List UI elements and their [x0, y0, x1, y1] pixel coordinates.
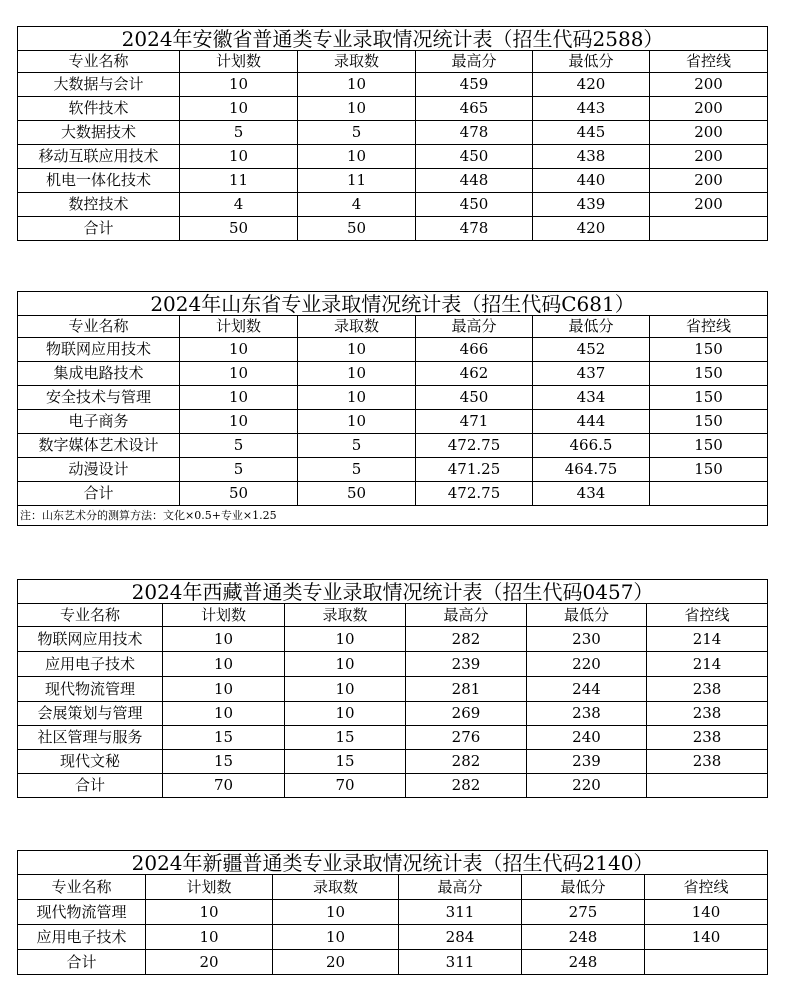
table-note: 注：山东艺术分的测算方法：文化×0.5+专业×1.25	[18, 506, 768, 526]
total-label: 合计	[18, 482, 180, 506]
total-plan: 20	[146, 950, 273, 975]
cell-control-line: 150	[650, 338, 768, 362]
header-major: 专业名称	[18, 604, 163, 627]
cell-plan: 10	[180, 338, 298, 362]
cell-plan: 10	[146, 900, 273, 925]
cell-major: 应用电子技术	[18, 925, 146, 950]
cell-min: 443	[533, 97, 650, 121]
cell-admitted: 10	[273, 925, 399, 950]
table-row	[18, 97, 768, 121]
cell-control-line: 214	[647, 627, 768, 652]
header-admitted: 录取数	[285, 604, 406, 627]
header-min: 最低分	[533, 51, 650, 73]
total-plan: 70	[163, 774, 285, 798]
cell-min: 248	[522, 925, 645, 950]
table-row	[18, 627, 768, 652]
cell-major: 软件技术	[18, 97, 180, 121]
cell-admitted: 10	[298, 97, 416, 121]
cell-min: 420	[533, 73, 650, 97]
cell-plan: 10	[180, 145, 298, 169]
cell-admitted: 10	[285, 627, 406, 652]
cell-control-line: 150	[650, 458, 768, 482]
total-min: 434	[533, 482, 650, 506]
table-row	[18, 677, 768, 702]
cell-min: 444	[533, 410, 650, 434]
cell-max: 276	[406, 726, 527, 750]
table-total-row	[18, 774, 768, 798]
cell-plan: 11	[180, 169, 298, 193]
table-row	[18, 362, 768, 386]
cell-major: 现代物流管理	[18, 900, 146, 925]
cell-plan: 10	[180, 410, 298, 434]
table-row	[18, 338, 768, 362]
header-control-line: 省控线	[650, 316, 768, 338]
header-min: 最低分	[533, 316, 650, 338]
cell-major: 数字媒体艺术设计	[18, 434, 180, 458]
cell-admitted: 15	[285, 726, 406, 750]
admission-table-shandong	[17, 291, 768, 526]
table-title-row	[18, 580, 768, 604]
header-max: 最高分	[416, 316, 533, 338]
cell-control-line: 200	[650, 145, 768, 169]
cell-control-line: 238	[647, 726, 768, 750]
cell-plan: 10	[180, 386, 298, 410]
total-plan: 50	[180, 217, 298, 241]
table-header-row	[18, 875, 768, 900]
table-title: 2024年安徽省普通类专业录取情况统计表（招生代码2588）	[18, 27, 768, 51]
cell-admitted: 5	[298, 458, 416, 482]
total-admitted: 50	[298, 217, 416, 241]
total-plan: 50	[180, 482, 298, 506]
cell-control-line: 140	[645, 925, 768, 950]
cell-max: 465	[416, 97, 533, 121]
cell-control-line: 150	[650, 362, 768, 386]
cell-plan: 10	[163, 652, 285, 677]
cell-min: 466.5	[533, 434, 650, 458]
total-max: 282	[406, 774, 527, 798]
table-row	[18, 750, 768, 774]
cell-min: 240	[527, 726, 647, 750]
cell-plan: 10	[146, 925, 273, 950]
total-control-line	[645, 950, 768, 975]
header-admitted: 录取数	[298, 51, 416, 73]
total-admitted: 20	[273, 950, 399, 975]
cell-plan: 10	[163, 702, 285, 726]
total-min: 248	[522, 950, 645, 975]
cell-major: 会展策划与管理	[18, 702, 163, 726]
cell-min: 452	[533, 338, 650, 362]
cell-admitted: 10	[285, 677, 406, 702]
header-plan: 计划数	[163, 604, 285, 627]
cell-admitted: 10	[298, 145, 416, 169]
cell-control-line: 150	[650, 386, 768, 410]
cell-major: 移动互联应用技术	[18, 145, 180, 169]
cell-admitted: 10	[285, 652, 406, 677]
cell-control-line: 200	[650, 97, 768, 121]
total-max: 478	[416, 217, 533, 241]
header-control-line: 省控线	[645, 875, 768, 900]
table-title-row	[18, 292, 768, 316]
cell-major: 电子商务	[18, 410, 180, 434]
header-max: 最高分	[406, 604, 527, 627]
cell-plan: 15	[163, 726, 285, 750]
cell-admitted: 4	[298, 193, 416, 217]
total-control-line	[650, 217, 768, 241]
cell-major: 大数据技术	[18, 121, 180, 145]
cell-max: 448	[416, 169, 533, 193]
cell-major: 大数据与会计	[18, 73, 180, 97]
cell-max: 282	[406, 750, 527, 774]
cell-admitted: 10	[298, 386, 416, 410]
cell-min: 275	[522, 900, 645, 925]
total-max: 472.75	[416, 482, 533, 506]
cell-min: 230	[527, 627, 647, 652]
cell-admitted: 5	[298, 121, 416, 145]
cell-control-line: 238	[647, 677, 768, 702]
table-row	[18, 386, 768, 410]
table-header-row	[18, 316, 768, 338]
cell-max: 462	[416, 362, 533, 386]
cell-major: 物联网应用技术	[18, 338, 180, 362]
cell-plan: 10	[163, 627, 285, 652]
cell-control-line: 150	[650, 434, 768, 458]
table-title: 2024年西藏普通类专业录取情况统计表（招生代码0457）	[18, 580, 768, 604]
cell-min: 438	[533, 145, 650, 169]
cell-major: 现代文秘	[18, 750, 163, 774]
cell-admitted: 15	[285, 750, 406, 774]
total-label: 合计	[18, 950, 146, 975]
cell-control-line: 238	[647, 750, 768, 774]
table-row	[18, 169, 768, 193]
cell-min: 238	[527, 702, 647, 726]
table-row	[18, 73, 768, 97]
cell-control-line: 200	[650, 121, 768, 145]
cell-max: 450	[416, 193, 533, 217]
cell-plan: 5	[180, 121, 298, 145]
table-title-row	[18, 27, 768, 51]
cell-plan: 5	[180, 458, 298, 482]
table-row	[18, 726, 768, 750]
table-row	[18, 702, 768, 726]
table-row	[18, 925, 768, 950]
cell-min: 244	[527, 677, 647, 702]
header-plan: 计划数	[180, 51, 298, 73]
cell-max: 282	[406, 627, 527, 652]
cell-admitted: 10	[298, 338, 416, 362]
header-admitted: 录取数	[273, 875, 399, 900]
cell-major: 社区管理与服务	[18, 726, 163, 750]
header-plan: 计划数	[146, 875, 273, 900]
cell-min: 464.75	[533, 458, 650, 482]
cell-max: 239	[406, 652, 527, 677]
cell-min: 445	[533, 121, 650, 145]
cell-min: 437	[533, 362, 650, 386]
admission-table-xinjiang	[17, 850, 768, 975]
admission-table-tibet	[17, 579, 768, 798]
cell-max: 471.25	[416, 458, 533, 482]
table-row	[18, 193, 768, 217]
cell-control-line: 200	[650, 193, 768, 217]
cell-major: 现代物流管理	[18, 677, 163, 702]
cell-min: 239	[527, 750, 647, 774]
header-min: 最低分	[522, 875, 645, 900]
table-title: 2024年新疆普通类专业录取情况统计表（招生代码2140）	[18, 851, 768, 875]
header-max: 最高分	[399, 875, 522, 900]
cell-plan: 15	[163, 750, 285, 774]
total-label: 合计	[18, 217, 180, 241]
header-max: 最高分	[416, 51, 533, 73]
cell-major: 物联网应用技术	[18, 627, 163, 652]
table-row	[18, 145, 768, 169]
table-row	[18, 652, 768, 677]
cell-max: 466	[416, 338, 533, 362]
total-label: 合计	[18, 774, 163, 798]
table-note-row	[18, 506, 768, 526]
header-major: 专业名称	[18, 316, 180, 338]
cell-control-line: 214	[647, 652, 768, 677]
cell-max: 281	[406, 677, 527, 702]
header-plan: 计划数	[180, 316, 298, 338]
cell-plan: 5	[180, 434, 298, 458]
cell-plan: 10	[180, 73, 298, 97]
cell-admitted: 10	[298, 362, 416, 386]
cell-max: 450	[416, 386, 533, 410]
total-admitted: 70	[285, 774, 406, 798]
total-max: 311	[399, 950, 522, 975]
cell-max: 472.75	[416, 434, 533, 458]
cell-min: 434	[533, 386, 650, 410]
table-total-row	[18, 482, 768, 506]
cell-min: 440	[533, 169, 650, 193]
cell-plan: 10	[163, 677, 285, 702]
cell-min: 439	[533, 193, 650, 217]
cell-major: 机电一体化技术	[18, 169, 180, 193]
total-control-line	[650, 482, 768, 506]
cell-max: 459	[416, 73, 533, 97]
cell-max: 450	[416, 145, 533, 169]
cell-major: 数控技术	[18, 193, 180, 217]
cell-admitted: 10	[298, 410, 416, 434]
cell-admitted: 10	[273, 900, 399, 925]
table-row	[18, 434, 768, 458]
table-total-row	[18, 217, 768, 241]
cell-major: 动漫设计	[18, 458, 180, 482]
cell-control-line: 200	[650, 169, 768, 193]
cell-max: 471	[416, 410, 533, 434]
table-row	[18, 458, 768, 482]
total-control-line	[647, 774, 768, 798]
admission-table-anhui	[17, 26, 768, 241]
table-title-row	[18, 851, 768, 875]
cell-admitted: 10	[298, 73, 416, 97]
cell-max: 311	[399, 900, 522, 925]
table-title: 2024年山东省专业录取情况统计表（招生代码C681）	[18, 292, 768, 316]
table-row	[18, 410, 768, 434]
cell-admitted: 11	[298, 169, 416, 193]
cell-control-line: 150	[650, 410, 768, 434]
cell-admitted: 5	[298, 434, 416, 458]
cell-control-line: 238	[647, 702, 768, 726]
header-control-line: 省控线	[647, 604, 768, 627]
table-row	[18, 900, 768, 925]
header-min: 最低分	[527, 604, 647, 627]
cell-control-line: 140	[645, 900, 768, 925]
table-header-row	[18, 604, 768, 627]
cell-major: 集成电路技术	[18, 362, 180, 386]
table-row	[18, 121, 768, 145]
cell-plan: 10	[180, 362, 298, 386]
cell-major: 安全技术与管理	[18, 386, 180, 410]
table-header-row	[18, 51, 768, 73]
cell-plan: 4	[180, 193, 298, 217]
header-major: 专业名称	[18, 51, 180, 73]
total-min: 420	[533, 217, 650, 241]
header-admitted: 录取数	[298, 316, 416, 338]
cell-max: 478	[416, 121, 533, 145]
table-total-row	[18, 950, 768, 975]
cell-major: 应用电子技术	[18, 652, 163, 677]
header-control-line: 省控线	[650, 51, 768, 73]
header-major: 专业名称	[18, 875, 146, 900]
cell-control-line: 200	[650, 73, 768, 97]
cell-min: 220	[527, 652, 647, 677]
cell-admitted: 10	[285, 702, 406, 726]
total-min: 220	[527, 774, 647, 798]
cell-max: 269	[406, 702, 527, 726]
total-admitted: 50	[298, 482, 416, 506]
cell-max: 284	[399, 925, 522, 950]
cell-plan: 10	[180, 97, 298, 121]
